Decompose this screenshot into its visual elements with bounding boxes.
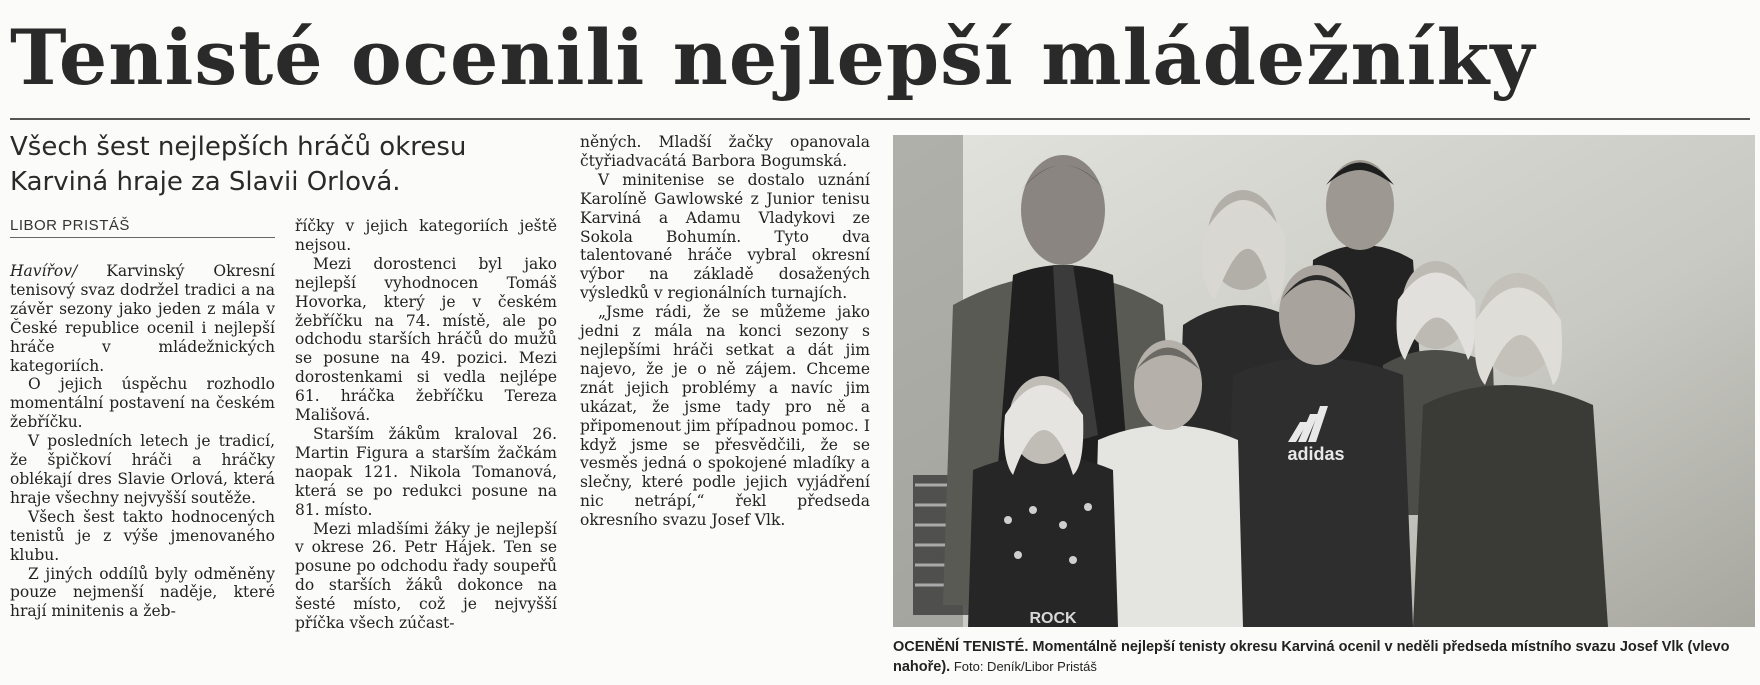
photo-illustration (893, 135, 1755, 627)
article-column-2 (295, 217, 557, 633)
article-paragraph: Mezi mladšími žáky je nejlepší v okrese 26. Petr Hájek. Ten se posune po odchodu řady soupeřů do starších žáků dokonce na šesté místo, což je nejvyšší příčka všech zúčast- (295, 519, 557, 633)
photo-caption (893, 637, 1755, 677)
article-paragraph: „Jsme rádi, že se můžeme jako jedni z mála na konci sezony s nejlepšími hráči setkat a dát jim najevo, že je o ně zájem. Chceme znát jejich problémy a navíc jim ukázat, že jsme tady pro ně a připomenout jim případnou pomoc. I když jsme se přesvědčili, že se vesměs jedná o spokojené mladíky a slečny, které podle jejich vyjádření nic netrápí,“ řekl předseda okresního svazu Josef Vlk. (580, 303, 870, 530)
dateline-location: Havířov/ (10, 262, 78, 280)
shirt-text: ROCK (1029, 610, 1077, 627)
headline-rule (10, 118, 1750, 120)
subheadline: Všech šest nejlepších hráčů okresu Karviná hraje za Slavii Orlová. (10, 132, 467, 197)
news-photo (893, 135, 1755, 627)
article-paragraph: O jejich úspěchu rozhodlo momentální postavení na českém žebříčku. (10, 375, 275, 432)
article-paragraph: V minitenise se dostalo uznání Karolíně Gawlowské z Junior tenisu Karviná a Adamu Vladykovi ze Sokola Bohumín. Tyto dva talentované hráče vybral okresní výbor na základě dosažených výsledků v regionálních turnajích. (580, 170, 870, 303)
article-paragraph: Z jiných oddílů byly odměněny pouze nejmenší naděje, které hrají minitenis a žeb- (10, 564, 275, 621)
article-paragraph: něných. Mladší žačky opanovala čtyřiadvacátá Barbora Bogumská. (580, 133, 870, 170)
article-paragraph: Starším žákům kraloval 26. Martin Figura a starším žačkám naopak 121. Nikola Tomanová, která se po redukci posune na 81. místo. (295, 424, 557, 519)
article-paragraph: říčky v jejich kategoriích ještě nejsou. (295, 217, 557, 254)
byline: LIBOR PRISTÁŠ (10, 217, 275, 238)
caption-title: OCENĚNÍ TENISTÉ. (893, 639, 1029, 655)
article-paragraph: Mezi dorostenci byl jako nejlepší vyhodnocen Tomáš Hovorka, který je v českém žebříčku na 74. místě, ale po odchodu starších hráčů do mužů se posune na 49. pozici. Mezi dorostenkami si vedla nejlépe 61. hráčka žebříčku Tereza Mališová. (295, 254, 557, 425)
photo-credit: Foto: Deník/Libor Pristáš (950, 659, 1097, 674)
article-paragraph: V posledních letech je tradicí, že špičkoví hráči a hráčky oblékají dres Slavie Orlová, která hraje všechny nejvyšší soutěže. (10, 432, 275, 507)
headline: Tenisté ocenili nejlepší mládežníky (10, 13, 1536, 102)
article-paragraph: Havířov/ Karvinský Okresní tenisový svaz dodržel tradici a na závěr sezony jako jeden z mála v České republice ocenil i nejlepší hráče v mládežnických kategoriích. (10, 262, 275, 375)
caption-text: Momentálně nejlepší tenisty okresu Karviná ocenil v neděli předseda místního svazu Josef Vlk (vlevo nahoře). (893, 639, 1730, 675)
article-paragraph: Všech šest takto hodnocených tenistů je z výše jmenovaného klubu. (10, 507, 275, 564)
article-column-3 (580, 133, 870, 530)
shirt-logo: adidas (1287, 444, 1345, 464)
article-column-1 (10, 262, 275, 621)
